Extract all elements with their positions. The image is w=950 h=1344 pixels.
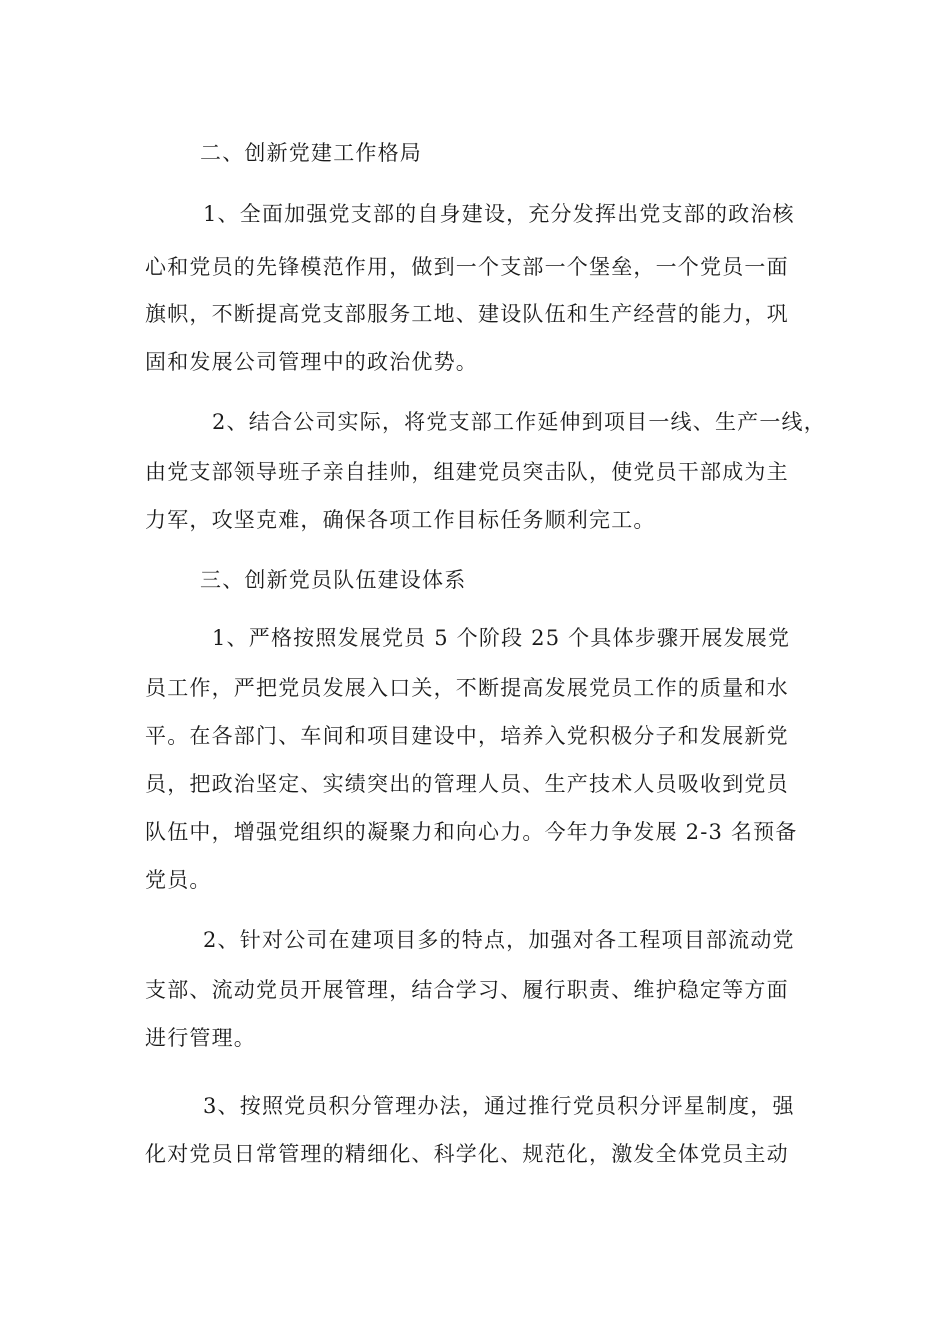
paragraph-line: 2、针对公司在建项目多的特点，加强对各工程项目部流动党 — [203, 928, 795, 952]
paragraph-line: 2、结合公司实际，将党支部工作延伸到项目一线、生产一线， — [212, 410, 826, 434]
paragraph-line: 由党支部领导班子亲自挂帅，组建党员突击队，使党员干部成为主 — [145, 460, 789, 484]
paragraph-line: 1、严格按照发展党员 5 个阶段 25 个具体步骤开展发展党 — [212, 626, 791, 650]
paragraph-line: 化对党员日常管理的精细化、科学化、规范化，激发全体党员主动 — [145, 1142, 789, 1166]
paragraph-line: 队伍中，增强党组织的凝聚力和向心力。今年力争发展 2-3 名预备 — [145, 820, 798, 844]
paragraph-line: 3、按照党员积分管理办法，通过推行党员积分评星制度，强 — [203, 1094, 795, 1118]
section-heading: 三、创新党员队伍建设体系 — [200, 568, 467, 592]
paragraph-line: 员，把政治坚定、实绩突出的管理人员、生产技术人员吸收到党员 — [145, 772, 789, 796]
paragraph-line: 平。在各部门、车间和项目建设中，培养入党积极分子和发展新党 — [145, 724, 789, 748]
paragraph-line: 支部、流动党员开展管理，结合学习、履行职责、维护稳定等方面 — [145, 978, 789, 1002]
paragraph-line: 旗帜，不断提高党支部服务工地、建设队伍和生产经营的能力，巩 — [145, 302, 789, 326]
paragraph-line: 党员。 — [145, 868, 212, 892]
paragraph-line: 1、全面加强党支部的自身建设，充分发挥出党支部的政治核 — [203, 202, 795, 226]
paragraph-line: 员工作，严把党员发展入口关，不断提高发展党员工作的质量和水 — [145, 676, 789, 700]
paragraph-line: 进行管理。 — [145, 1026, 256, 1050]
paragraph-line: 力军，攻坚克难，确保各项工作目标任务顺利完工。 — [145, 508, 656, 532]
paragraph-line: 固和发展公司管理中的政治优势。 — [145, 350, 478, 374]
section-heading: 二、创新党建工作格局 — [200, 141, 422, 165]
paragraph-line: 心和党员的先锋模范作用，做到一个支部一个堡垒，一个党员一面 — [145, 255, 789, 279]
